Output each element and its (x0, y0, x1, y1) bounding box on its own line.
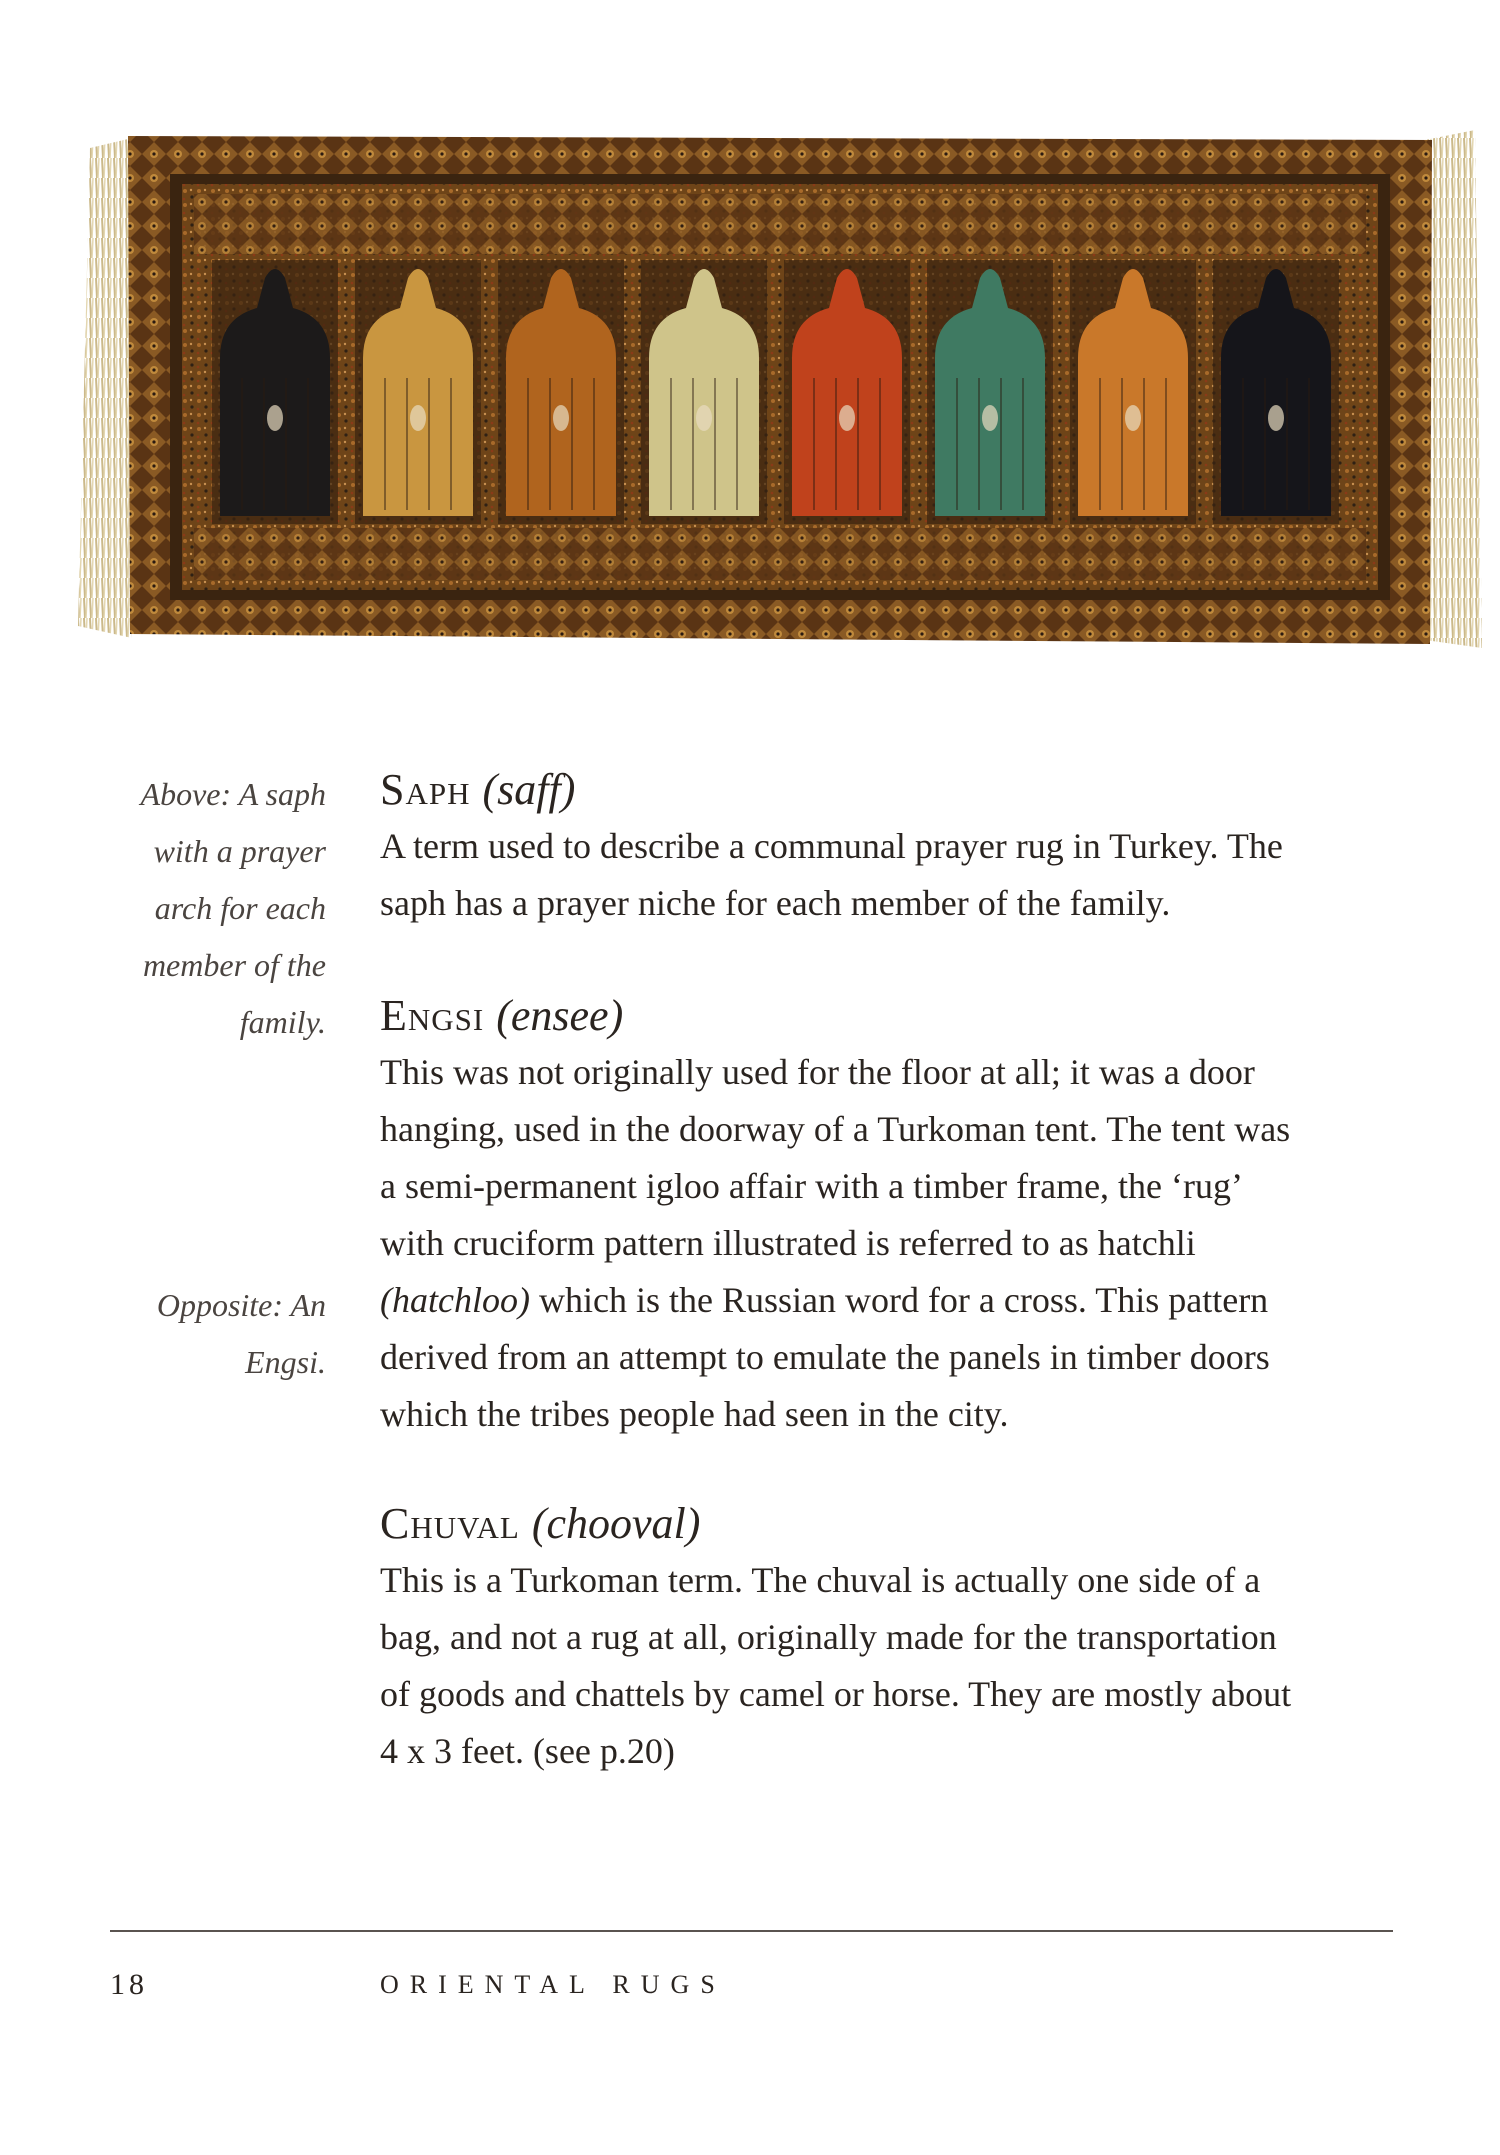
entry-italic-term: (hatchloo) (380, 1280, 530, 1320)
running-title: ORIENTAL RUGS (380, 1970, 726, 1999)
entry-line: of goods and chattels by camel or horse. They are mostly about (380, 1674, 1292, 1714)
entry-pronunciation: (saff) (482, 765, 576, 814)
prayer-niche (927, 260, 1053, 524)
entry-pronunciation: (ensee) (496, 991, 624, 1040)
prayer-niche (1070, 260, 1196, 524)
entry-line: a semi-permanent igloo affair with a timber frame, the ‘rug’ (380, 1166, 1243, 1206)
prayer-niche (212, 260, 338, 524)
entry-line: saph has a prayer niche for each member of the family. (380, 883, 1171, 923)
caption-opposite (60, 1277, 326, 1391)
entry-line (380, 1272, 1410, 1329)
caption-above (60, 766, 326, 1051)
entry-line: which the tribes people had seen in the city. (380, 1394, 1009, 1434)
entry-line: 4 x 3 feet. (see p.20) (380, 1731, 675, 1771)
saph-rug-illustration (70, 118, 1490, 658)
prayer-niche (355, 260, 481, 524)
prayer-niche (784, 260, 910, 524)
footer-rule (110, 1930, 1393, 1932)
entry-line: bag, and not a rug at all, originally made for the transportation (380, 1617, 1277, 1657)
entry-heading (380, 762, 1410, 818)
entry-line: This is a Turkoman term. The chuval is actually one side of a (380, 1560, 1261, 1600)
entry-line: derived from an attempt to emulate the panels in timber doors (380, 1337, 1270, 1377)
caption-line: arch for each (154, 890, 326, 926)
entry-term: Engsi (380, 991, 485, 1040)
prayer-niche (498, 260, 624, 524)
caption-line: with a prayer (153, 833, 326, 869)
entry-term: Saph (380, 765, 471, 814)
entry-heading (380, 988, 1410, 1044)
entry-line: hanging, used in the doorway of a Turkoman tent. The tent was (380, 1109, 1291, 1149)
entry-saph (380, 762, 1410, 932)
caption-line: Engsi. (245, 1344, 326, 1380)
caption-line: member of the (142, 947, 326, 983)
entry-line: A term used to describe a communal prayer rug in Turkey. The (380, 826, 1283, 866)
entry-line: This was not originally used for the floor at all; it was a door (380, 1052, 1255, 1092)
prayer-niche (1213, 260, 1339, 524)
rug-photo (70, 118, 1490, 658)
entry-chuval (380, 1496, 1410, 1780)
caption-line: Above: A saph (140, 776, 326, 812)
entry-line: with cruciform pattern illustrated is referred to as hatchli (380, 1223, 1196, 1263)
entry-pronunciation: (chooval) (531, 1499, 701, 1548)
entry-line-rest: which is the Russian word for a cross. This pattern (529, 1280, 1269, 1320)
rug-fringe-right (1425, 130, 1482, 648)
entry-heading (380, 1496, 1410, 1552)
caption-line: Opposite: An (156, 1287, 326, 1323)
caption-line: family. (239, 1004, 326, 1040)
rug-fringe-left (78, 138, 132, 638)
entry-engsi (380, 988, 1410, 1443)
rug-bottom-band (194, 528, 1366, 580)
page-number: 18 (110, 1968, 148, 2001)
rug-top-band (194, 194, 1366, 254)
prayer-niche (641, 260, 767, 524)
entry-term: Chuval (380, 1499, 520, 1548)
